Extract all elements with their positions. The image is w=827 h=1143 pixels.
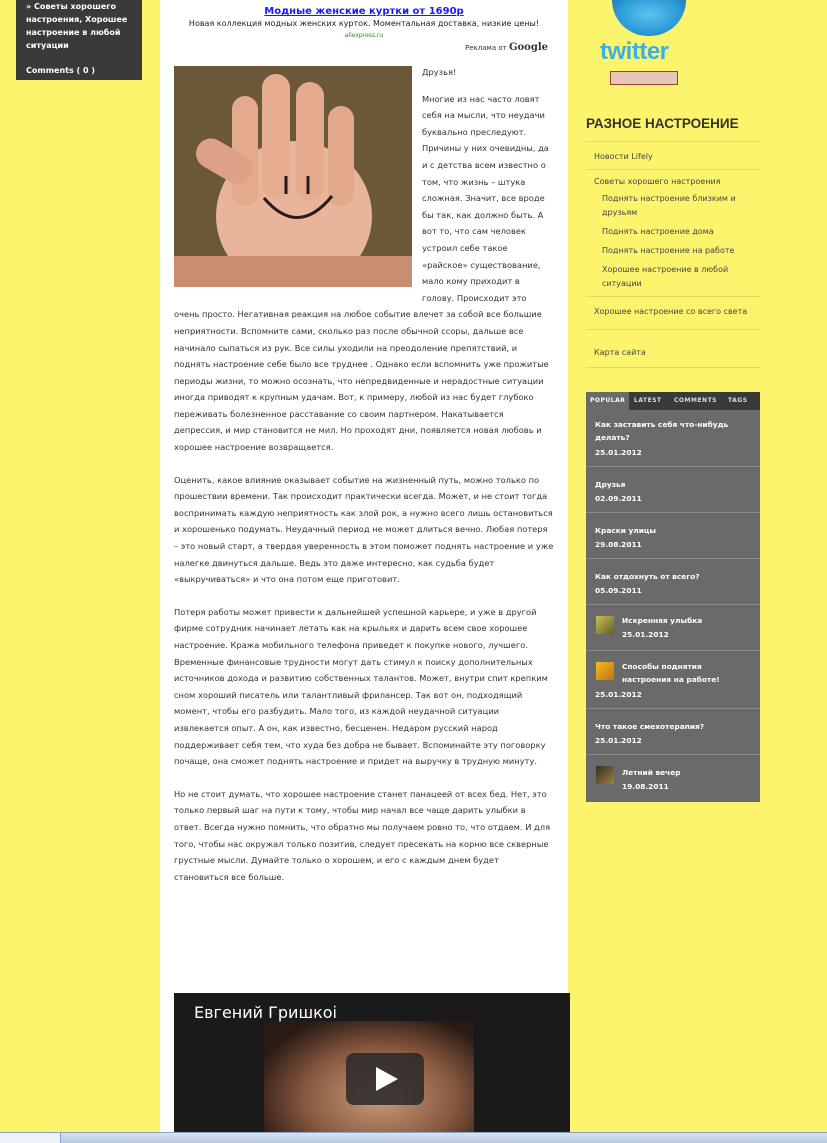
- tab-popular[interactable]: POPULAR: [586, 392, 629, 410]
- post-date: 25.01.2012: [595, 736, 642, 745]
- article-paragraph: Оценить, какое влияние оказывает событие на жизненный путь, можно только по прошествии времени. Так происходит практически всегда. Может, и не стоит тогда воспринимать каждую неприятность как злой рок, а нужно всего лишь остановиться и хорошенько подумать. Неудачный период не может длиться вечно. Любая потеря – это новый старт, а твердая уверенность в этом поможет поднять настроение и уже налегке двинуться дальше. Ведь это даже интересно, как судьба будет «выкручиваться» и что она потом еще приготовит.: [174, 474, 554, 585]
- twitter-follow-button[interactable]: [600, 0, 696, 66]
- post-title[interactable]: Краски улицы: [595, 526, 657, 535]
- post-date: 25.01.2012: [622, 630, 669, 639]
- ad-url[interactable]: aliexpress.ru: [344, 32, 384, 39]
- post-title[interactable]: Летний вечер: [622, 768, 681, 777]
- post-title[interactable]: Как отдохнуть от всего?: [595, 572, 700, 581]
- post-thumbnail: [596, 616, 614, 634]
- post-title[interactable]: Друзья: [595, 480, 626, 489]
- tab-comments[interactable]: COMMENTS: [674, 397, 717, 404]
- post-thumbnail: [596, 662, 614, 680]
- google-ad: [180, 6, 548, 53]
- subcategory-link[interactable]: Поднять настроение близким и друзьям: [602, 194, 736, 217]
- article-paragraph: Многие из нас часто ловят себя на мысли, что неудачи буквально преследуют. Причины у них очевидны, да и с детства всем известно о том, что жизнь – штука сложная. Значит, все вроде бы так, как должно быть. А вот то, что сам человек устроил себе такое «райское» существование, мало кому приходит в голову. Происходит это очень просто. Негативная реакция на любое событие влечет за собой все большие неприятности. Вспомните сами, сколько раз после обычной ссоры, дальше все начинало сыпаться из рук. Все силы уходили на преодоление препятствий, и поднять настроение себе было все труднее . Однако если вспомнить уже прожитые периоды жизни, то можно осознать, что непредвиденные и нерадостные ситуации иногда приводят к крупным удачам. Вот, к примеру, любой из нас будет глубоко переживать болезненное расставание со своим партнером. Накатывается депрессия, и мир становится не мил. Но проходят дни, появляется новая любовь и хорошее настроение возвращается.: [174, 93, 549, 453]
- tab-tags[interactable]: TAGS: [728, 397, 748, 404]
- article-paragraph: Потеря работы может привести к дальнейшей успешной карьере, и уже в другой фирме сотрудник начинает летать как на крыльях и дарить всем свое хорошее настроение. Кража мобильного телефона приведет к покупке нового, лучшего. Временные финансовые трудности могут дать стимул к поиску дополнительных источников дохода и развитию собственных талантов. Может, внутри спит крепким сном хороший писатель или талантливый фрилансер. Так вот он, подходящий момент, чтобы его разбудить. Мало того, из каждой неудачной ситуации извлекается опыт. А он, как известно, бесценен. Недаром русский народ поддерживает себя тем, что худа без добра не бывает. Вспоминайте эту поговорку почаще, она сможет поднять настроение и придет на выручку в трудную минуту.: [174, 606, 548, 767]
- post-title[interactable]: Способы поднятия настроения на работе!: [622, 662, 720, 684]
- post-title[interactable]: Как заставить себя что-нибудь делать?: [595, 420, 729, 442]
- post-date: 25.01.2012: [595, 448, 642, 457]
- twitter-wordmark: twitter: [600, 38, 669, 65]
- category-link[interactable]: Советы хорошего настроения: [594, 177, 721, 186]
- twitter-bird-icon: [612, 0, 686, 36]
- main-content: [160, 0, 568, 1142]
- category-link[interactable]: Карта сайта: [594, 348, 646, 357]
- taskbar: [0, 1132, 827, 1143]
- category-link[interactable]: Хорошее настроение со всего света: [594, 307, 748, 316]
- post-date: 19.08.2011: [622, 782, 669, 791]
- counter-badge[interactable]: [610, 71, 678, 85]
- post-date: 29.08.2011: [595, 540, 642, 549]
- subcategory-link[interactable]: Поднять настроение дома: [602, 227, 714, 236]
- video-player[interactable]: [174, 993, 570, 1142]
- article-body: [174, 64, 554, 901]
- post-title[interactable]: Искренняя улыбка: [622, 616, 703, 625]
- subcategory-link[interactable]: Поднять настроение на работе: [602, 246, 735, 255]
- ad-by-label: Реклама от: [465, 44, 507, 52]
- tab-latest[interactable]: LATEST: [634, 397, 662, 404]
- ad-description: Новая коллекция модных женских курток. Моментальная доставка, низкие цены!: [188, 19, 540, 28]
- article-greeting: Друзья!: [422, 67, 457, 77]
- left-widget-comments-link[interactable]: Comments ( 0 ): [26, 66, 95, 75]
- left-widget: [16, 0, 142, 80]
- subcategory-link[interactable]: Хорошее настроение в любой ситуации: [602, 265, 729, 288]
- left-widget-post-link[interactable]: » Советы хорошего настроения, Хорошее настроение в любой ситуации: [26, 2, 128, 50]
- google-logo: Google: [508, 42, 548, 53]
- ad-by-google[interactable]: [465, 42, 548, 54]
- ad-title-link[interactable]: Модные женские куртки от 1690р: [264, 6, 464, 17]
- post-date: 02.09.2011: [595, 494, 642, 503]
- post-date: 25.01.2012: [595, 690, 642, 699]
- post-thumbnail: [596, 766, 614, 784]
- post-date: 05.09.2011: [595, 586, 642, 595]
- popular-posts-widget: [586, 392, 760, 802]
- category-heading: РАЗНОЕ НАСТРОЕНИЕ: [586, 116, 739, 131]
- article-paragraph: Но не стоит думать, что хорошее настроение станет панацеей от всех бед. Нет, это только первый шаг на пути к тому, чтобы мир начал все чаще дарить улыбки в ответ. Всегда нужно помнить, что обратно мы получаем ровно то, что отдаем. И для того, чтобы нас окружал только позитив, следует пресекать на корню все скверные грустные мысли. Думайте только о хорошем, и его с каждым днем будет становиться все больше.: [174, 788, 551, 882]
- play-icon[interactable]: [346, 1053, 424, 1105]
- video-title[interactable]: Евгений Гришкоі: [194, 1003, 337, 1022]
- category-link[interactable]: Новости Lifely: [594, 152, 653, 161]
- post-title[interactable]: Что такое смехотерапия?: [595, 722, 705, 731]
